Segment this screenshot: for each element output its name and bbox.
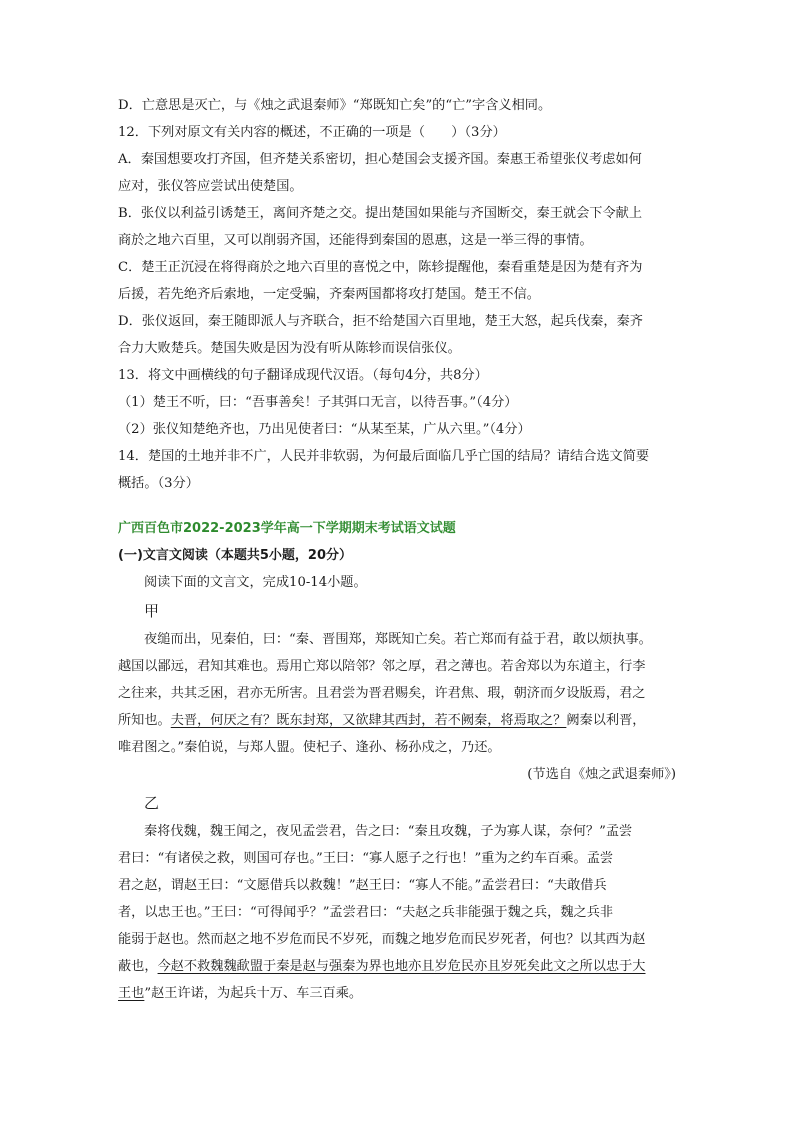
question-14-stem: 14．楚国的土地并非不广，人民并非软弱，为何最后面临几乎亡国的结局？请结合选文简要 xyxy=(118,449,650,464)
passage-text: 阙秦以利晋， xyxy=(566,713,646,728)
document-page xyxy=(118,92,678,1007)
passage-text: 蔽也， xyxy=(118,959,158,974)
passage-jia-line: 夜缒而出，见秦伯，曰：“秦、晋围郑，郑既知亡矣。若亡郑而有益于君，敢以烦执事。 xyxy=(144,632,652,647)
question-12-option-a: A．秦国想要攻打齐国，但齐楚关系密切，担心楚国会支援齐国。秦惠王希望张仪考虑如何 xyxy=(118,152,642,167)
passage-jia-source: (节选自《烛之武退秦师》) xyxy=(527,767,676,782)
passage-label-yi: 乙 xyxy=(144,794,160,812)
passage-yi-line: 君曰：“有诸侯之救，则国可存也。”王曰：“寡人愿子之行也！”重为之约车百乘。孟尝 xyxy=(118,851,614,866)
question-12-option-b-cont: 商於之地六百里，又可以削弱齐国，还能得到秦国的恩惠，这是一举三得的事情。 xyxy=(118,233,593,248)
passage-jia-line xyxy=(118,707,678,734)
passage-yi-line: 秦将伐魏，魏王闻之，夜见孟尝君，告之曰：“秦且攻魏，子为寡人谋，奈何？”孟尝 xyxy=(144,824,633,839)
passage-jia-line: 唯君图之。”秦伯说，与郑人盟。使杞子、逢孙、杨孙戍之，乃还。 xyxy=(118,740,501,755)
underlined-sentence: 王也 xyxy=(118,986,145,1001)
passage-yi-line xyxy=(118,953,678,980)
passage-yi-line xyxy=(118,980,678,1007)
question-12-option-d: D．张仪返回，秦王随即派人与齐联合，拒不给楚国六百里地，楚王大怒，起兵伐秦，秦齐 xyxy=(118,314,643,329)
question-12-stem: 12．下列对原文有关内容的概述，不正确的一项是（ ）（3分） xyxy=(118,125,506,140)
underlined-sentence: 夫晋，何厌之有？既东封郑，又欲肆其西封，若不阙秦，将焉取之？ xyxy=(170,713,567,728)
question-12-option-c: C．楚王正沉浸在将得商於之地六百里的喜悦之中，陈轸提醒他，秦看重楚是因为楚有齐为 xyxy=(118,260,643,275)
question-13-item-2: （2）张仪知楚绝齐也，乃出见使者曰：“从某至某，广从六里。”（4分） xyxy=(118,422,531,437)
passage-jia-line: 之往来，共其乏困，君亦无所害。且君尝为晋君赐矣，许君焦、瑕，朝济而夕设版焉，君之 xyxy=(118,686,646,701)
reading-instruction: 阅读下面的文言文，完成10-14小题。 xyxy=(144,575,367,590)
question-12-option-b: B．张仪以利益引诱楚王，离间齐楚之交。提出楚国如果能与齐国断交，秦王就会下令献上 xyxy=(118,206,642,221)
underlined-sentence: 今赵不救魏魏歃盟于秦是赵与强秦为界也地亦且岁危民亦且岁死矣此文之所以忠于大 xyxy=(157,959,646,974)
passage-yi-line: 君之赵，谓赵王曰：“文愿借兵以救魏！”赵王曰：“寡人不能。”孟尝君曰：“夫敢借兵 xyxy=(118,878,607,893)
question-13-item-1: （1）楚王不听，曰：“吾事善矣！子其弭口无言，以待吾事。”（4分） xyxy=(118,395,518,410)
question-12-option-a-cont: 应对，张仪答应尝试出使楚国。 xyxy=(118,179,303,194)
question-12-option-d-cont: 合力大败楚兵。楚国失败是因为没有听从陈轸而误信张仪。 xyxy=(118,341,461,356)
section-title: 广西百色市2022-2023学年高一下学期期末考试语文试题 xyxy=(118,521,456,536)
section-subtitle: (一)文言文阅读（本题共5小题，20分） xyxy=(118,548,353,563)
question-14-stem-cont: 概括。（3分） xyxy=(118,476,199,491)
passage-yi-line: 能弱于赵也。然而赵之地不岁危而民不岁死，而魏之地岁危而民岁死者，何也？以其西为赵 xyxy=(118,932,646,947)
passage-text: 所知也。 xyxy=(118,713,171,728)
passage-yi-line: 者，以忠王也。”王曰：“可得闻乎？”孟尝君曰：“夫赵之兵非能强于魏之兵，魏之兵非 xyxy=(118,905,614,920)
passage-text: ”赵王许诺，为起兵十万、车三百乘。 xyxy=(144,986,363,1001)
question-12-option-c-cont: 后援，若先绝齐后索地，一定受骗，齐秦两国都将攻打楚国。楚王不信。 xyxy=(118,287,540,302)
passage-jia-line: 越国以鄙远，君知其难也。焉用亡郑以陪邻？邻之厚，君之薄也。若舍郑以为东道主，行李 xyxy=(118,659,646,674)
passage-label-jia: 甲 xyxy=(144,602,160,620)
option-d-previous: D．亡意思是灭亡，与《烛之武退秦师》“郑既知亡矣”的“亡”字含义相同。 xyxy=(118,98,552,113)
question-13-stem: 13．将文中画横线的句子翻译成现代汉语。（每句4分，共8分） xyxy=(118,368,488,383)
